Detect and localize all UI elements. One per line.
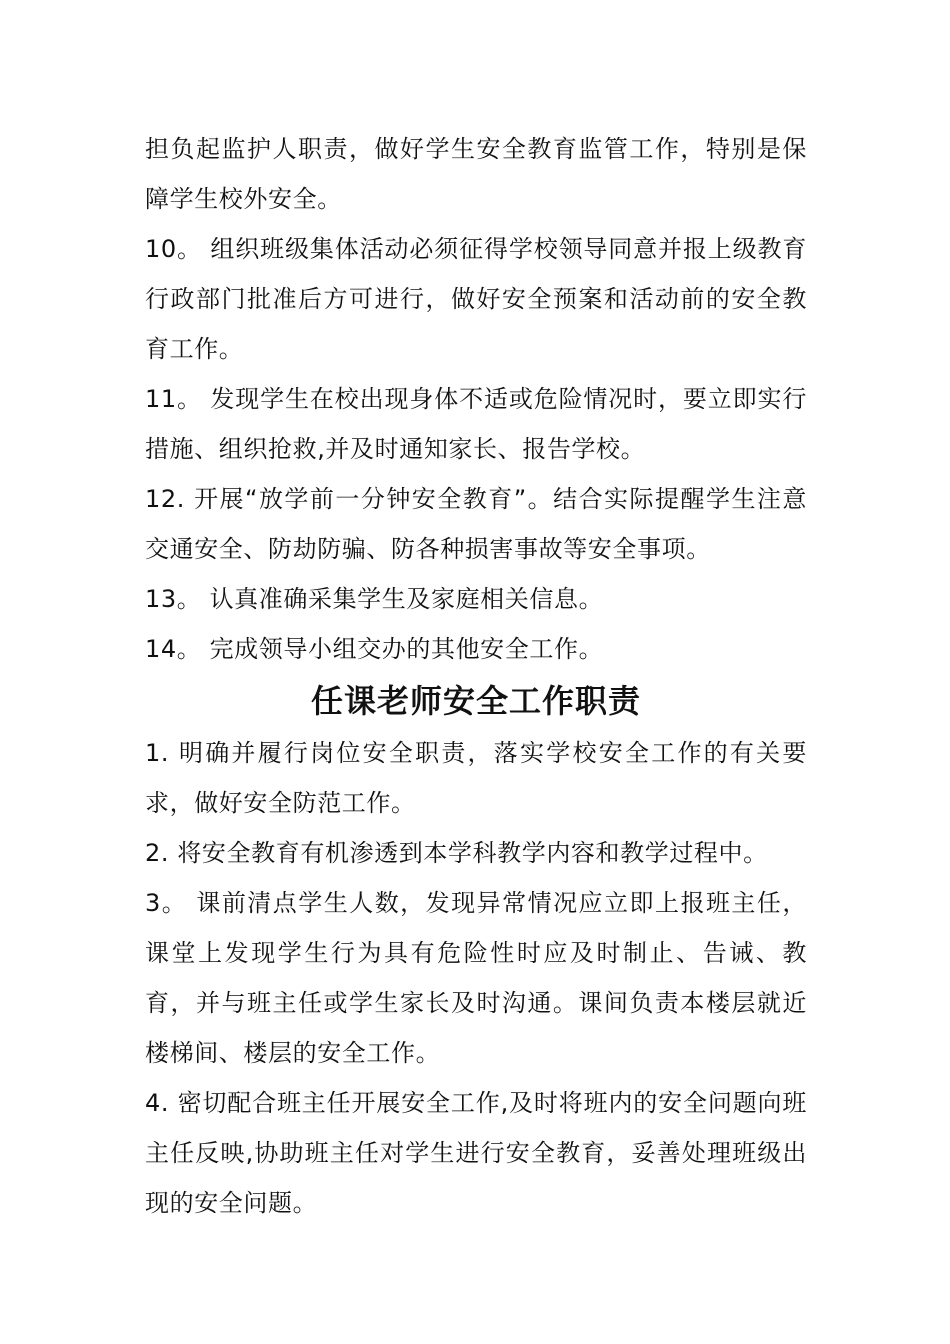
paragraph-teacher-item-3: 3。 课前清点学生人数，发现异常情况应立即上报班主任，课堂上发现学生行为具有危险性时应及时制止、告诫、教育，并与班主任或学生家长及时沟通。课间负责本楼层就近楼梯间、楼层的安全工作。 bbox=[145, 889, 807, 1067]
paragraph-teacher-item-4: 4. 密切配合班主任开展安全工作,及时将班内的安全问题向班主任反映,协助班主任对学生进行安全教育，妥善处理班级出现的安全问题。 bbox=[145, 1089, 807, 1217]
paragraph-item-13: 13。 认真准确采集学生及家庭相关信息。 bbox=[145, 585, 604, 613]
paragraph-teacher-item-2: 2. 将安全教育有机渗透到本学科教学内容和教学过程中。 bbox=[145, 839, 768, 867]
paragraph-guardian-duty: 担负起监护人职责，做好学生安全教育监管工作，特别是保障学生校外安全。 bbox=[145, 135, 807, 213]
paragraph-item-12: 12. 开展“放学前一分钟安全教育”。结合实际提醒学生注意交通安全、防劫防骗、防各种损害事故等安全事项。 bbox=[145, 485, 807, 563]
paragraph-item-11: 11。 发现学生在校出现身体不适或危险情况时，要立即实行措施、组织抢救,并及时通知家长、报告学校。 bbox=[145, 385, 807, 463]
paragraph-teacher-item-1: 1. 明确并履行岗位安全职责，落实学校安全工作的有关要求，做好安全防范工作。 bbox=[145, 739, 807, 817]
paragraph-item-14: 14。 完成领导小组交办的其他安全工作。 bbox=[145, 635, 604, 663]
document-body bbox=[145, 124, 807, 1228]
section-heading-teacher-duties: 任课老师安全工作职责 bbox=[310, 682, 641, 720]
paragraph-item-10: 10。 组织班级集体活动必须征得学校领导同意并报上级教育行政部门批准后方可进行，做好安全预案和活动前的安全教育工作。 bbox=[145, 235, 807, 363]
